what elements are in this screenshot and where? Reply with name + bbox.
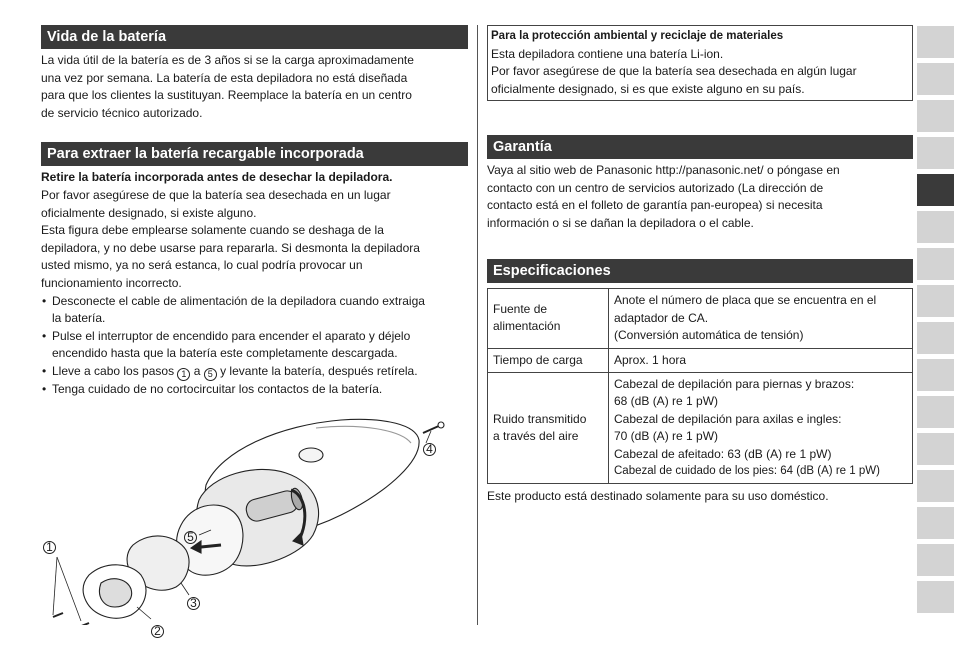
key-line: Ruido transmitido bbox=[493, 411, 587, 426]
specs-table bbox=[487, 288, 913, 484]
text-line: información o si se dañan la depiladora o el cable. bbox=[487, 215, 754, 230]
callout-3: 3 bbox=[187, 597, 200, 610]
callout-4: 4 bbox=[423, 443, 436, 456]
text-line: oficialmente designado, si es que existe alguno en su país. bbox=[491, 81, 805, 96]
chapter-tab[interactable] bbox=[917, 63, 954, 95]
bullet-text: a bbox=[190, 363, 204, 378]
text-line: funcionamiento incorrecto. bbox=[41, 275, 182, 290]
screw-3 bbox=[79, 623, 89, 625]
chapter-tabs bbox=[917, 26, 954, 618]
text-line: Vaya al sitio web de Panasonic http://panasonic.net/ o póngase en bbox=[487, 163, 840, 177]
key-line: a través del aire bbox=[493, 429, 579, 444]
remove-battery-heading: Para extraer la batería recargable incorporada bbox=[41, 142, 468, 166]
text-line: depiladora, y no debe usarse para repararla. Si desmonta la depiladora bbox=[41, 240, 420, 255]
chapter-tab[interactable] bbox=[917, 248, 954, 280]
head-cap-inner bbox=[99, 579, 131, 607]
text-line: Por favor asegúrese de que la batería sea desechada en un lugar bbox=[41, 187, 391, 202]
text-line: de servicio técnico autorizado. bbox=[41, 105, 203, 120]
bullet-item bbox=[41, 293, 468, 328]
text-line: oficialmente designado, si existe alguno. bbox=[41, 205, 257, 220]
text-line: La vida útil de la batería es de 3 años si se la carga aproximadamente bbox=[41, 53, 414, 67]
chapter-tab[interactable] bbox=[917, 322, 954, 354]
chapter-tab[interactable] bbox=[917, 581, 954, 613]
callout-5: 5 bbox=[184, 531, 197, 544]
text-line: usted mismo, ya no será estanca, lo cual podría provocar un bbox=[41, 258, 363, 273]
power-button bbox=[299, 448, 323, 462]
value-line: Cabezal de cuidado de los pies: 64 (dB (A) re 1 pW) bbox=[614, 465, 880, 478]
bullet-line: la batería. bbox=[52, 311, 106, 326]
chapter-tab[interactable] bbox=[917, 433, 954, 465]
spec-key bbox=[488, 373, 609, 484]
spec-value bbox=[609, 289, 913, 348]
callout-2: 2 bbox=[151, 625, 164, 638]
epilator-exploded-illustration bbox=[41, 395, 468, 625]
chapter-tab[interactable] bbox=[917, 137, 954, 169]
bullet-item bbox=[41, 363, 468, 381]
value-line: Aprox. 1 hora bbox=[614, 352, 687, 367]
key-line: Fuente de bbox=[493, 302, 548, 317]
battery-removal-figure bbox=[41, 395, 468, 638]
bullet-line: encendido hasta que la batería este completamente descargada. bbox=[52, 346, 398, 361]
table-row bbox=[488, 348, 913, 372]
text-line: para que los clientes la sustituyan. Reemplace la batería en un centro bbox=[41, 88, 412, 103]
text-line: Esta figura debe emplearse solamente cuando se deshaga de la bbox=[41, 223, 384, 238]
text-line: contacto con un centro de servicios autorizado (La dirección de bbox=[487, 180, 824, 195]
chapter-tab[interactable] bbox=[917, 285, 954, 317]
warning-line: Retire la batería incorporada antes de desechar la depiladora. bbox=[41, 170, 393, 185]
table-row bbox=[488, 289, 913, 348]
value-line: Cabezal de afeitado: 63 (dB (A) re 1 pW) bbox=[614, 446, 832, 461]
environment-title: Para la protección ambiental y reciclaje de materiales bbox=[491, 30, 784, 42]
text-line: una vez por semana. La batería de esta depiladora no está diseñada bbox=[41, 70, 408, 85]
chapter-tab[interactable] bbox=[917, 359, 954, 391]
callout-1: 1 bbox=[43, 541, 56, 554]
key-line: alimentación bbox=[493, 319, 561, 334]
chapter-tab[interactable] bbox=[917, 26, 954, 58]
text-line: Esta depiladora contiene una batería Li-ion. bbox=[491, 46, 724, 61]
battery-life-text bbox=[41, 52, 468, 122]
text-line: Por favor asegúrese de que la batería sea desechada en algún lugar bbox=[491, 64, 857, 79]
right-column bbox=[487, 25, 913, 506]
bullet-line: • Pulse el interruptor de encendido para encender el aparato y déjelo bbox=[52, 328, 411, 343]
text-line: contacto está en el folleto de garantía pan-europea) si necesita bbox=[487, 198, 823, 213]
spec-key bbox=[488, 289, 609, 348]
spec-value bbox=[609, 373, 913, 484]
bullet-line: • Desconecte el cable de alimentación de la depiladora cuando extraiga bbox=[52, 293, 425, 308]
domestic-use-note: Este producto está destinado solamente para su uso doméstico. bbox=[487, 489, 829, 504]
bullet-text: Lleve a cabo los pasos bbox=[52, 363, 178, 378]
bullet-text: y levante la batería, después retírela. bbox=[216, 363, 418, 378]
specs-heading: Especificaciones bbox=[487, 259, 913, 283]
battery-life-heading: Vida de la batería bbox=[41, 25, 468, 49]
warranty-text bbox=[487, 162, 913, 232]
chapter-tab-active[interactable] bbox=[917, 174, 954, 206]
chapter-tab[interactable] bbox=[917, 100, 954, 132]
bullet-text: Tenga cuidado de no cortocircuitar los contactos de la batería. bbox=[52, 381, 383, 396]
chapter-tab[interactable] bbox=[917, 211, 954, 243]
chapter-tab[interactable] bbox=[917, 544, 954, 576]
step-number: 5 bbox=[204, 368, 217, 381]
spec-key bbox=[488, 348, 609, 372]
warranty-heading: Garantía bbox=[487, 135, 913, 159]
environment-box bbox=[487, 25, 913, 101]
chapter-tab[interactable] bbox=[917, 507, 954, 539]
chapter-tab[interactable] bbox=[917, 470, 954, 502]
remove-battery-text bbox=[41, 169, 468, 398]
step-number: 1 bbox=[177, 368, 190, 381]
value-line: Cabezal de depilación para axilas e ingles: bbox=[614, 411, 842, 426]
value-line: 68 (dB (A) re 1 pW) bbox=[614, 394, 719, 409]
key-line: Tiempo de carga bbox=[493, 352, 583, 367]
value-line: 70 (dB (A) re 1 pW) bbox=[614, 429, 719, 444]
column-divider bbox=[477, 25, 478, 625]
chapter-tab[interactable] bbox=[917, 396, 954, 428]
value-line: (Conversión automática de tensión) bbox=[614, 328, 804, 343]
left-column bbox=[41, 25, 468, 638]
bullet-item bbox=[41, 328, 468, 363]
table-row bbox=[488, 373, 913, 484]
screw-2 bbox=[53, 613, 63, 617]
value-line: adaptador de CA. bbox=[614, 310, 709, 325]
spec-value bbox=[609, 348, 913, 372]
value-line: Anote el número de placa que se encuentra en el bbox=[614, 293, 877, 308]
value-line: Cabezal de depilación para piernas y brazos: bbox=[614, 377, 855, 391]
pull-arrow bbox=[201, 545, 221, 547]
